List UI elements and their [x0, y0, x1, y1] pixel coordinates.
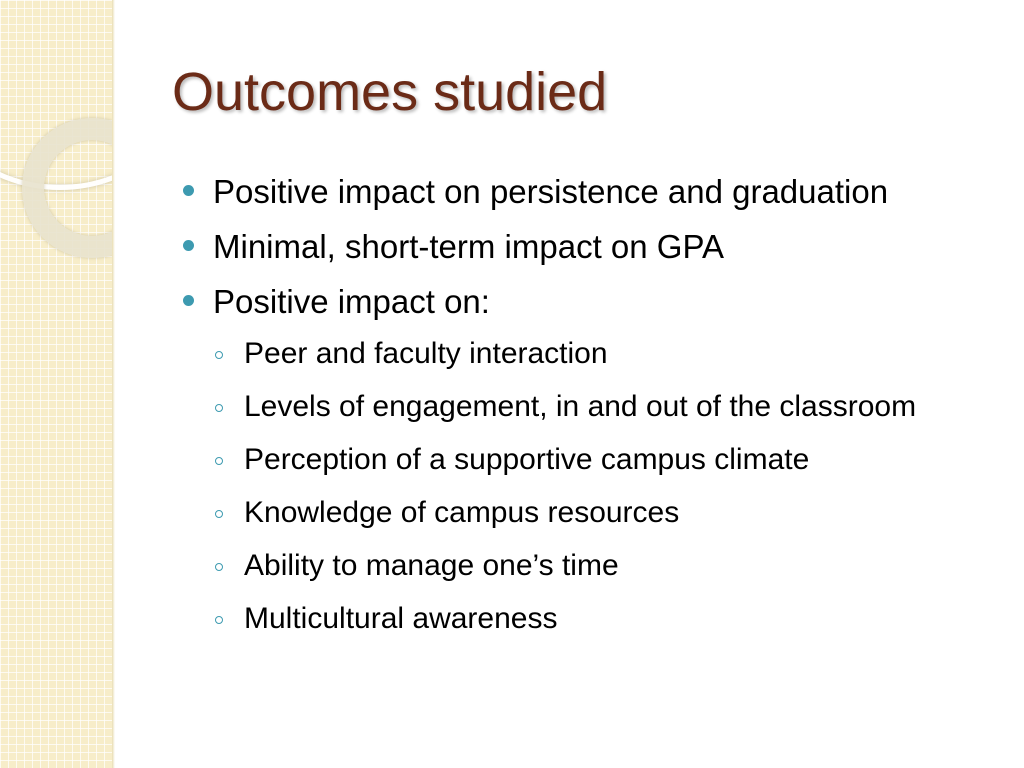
sub-bullet-item-climate	[213, 439, 983, 481]
filled-circle-bullet-icon	[183, 240, 194, 251]
filled-circle-bullet-icon	[183, 295, 194, 306]
hollow-circle-bullet-icon	[215, 616, 223, 624]
sub-bullet-item-interaction	[213, 333, 983, 375]
sidebar-edge	[112, 0, 115, 768]
slide-title: Outcomes studied	[172, 62, 608, 122]
bullet-item-persistence	[183, 168, 983, 216]
sub-bullet-text: Multicultural awareness	[244, 602, 558, 635]
sub-bullet-item-multicultural	[213, 598, 983, 640]
sub-bullet-item-engagement	[213, 386, 983, 428]
sub-bullet-text: Knowledge of campus resources	[244, 496, 680, 529]
hollow-circle-bullet-icon	[215, 351, 223, 359]
bullet-list	[183, 168, 983, 651]
sub-bullet-text: Levels of engagement, in and out of the classroom	[244, 390, 917, 423]
bullet-text: Positive impact on persistence and graduation	[213, 173, 889, 210]
sub-bullet-item-time	[213, 545, 983, 587]
sub-bullet-text: Perception of a supportive campus climate	[244, 443, 810, 476]
sub-bullet-text: Peer and faculty interaction	[244, 337, 608, 370]
decorative-sidebar	[0, 0, 112, 768]
bullet-item-gpa	[183, 223, 983, 271]
sub-bullet-list	[213, 333, 983, 640]
sub-bullet-item-resources	[213, 492, 983, 534]
bullet-text: Positive impact on:	[213, 283, 490, 320]
bullet-item-positive-impact	[183, 278, 983, 326]
hollow-circle-bullet-icon	[215, 563, 223, 571]
hollow-circle-bullet-icon	[215, 510, 223, 518]
hollow-circle-bullet-icon	[215, 404, 223, 412]
bullet-text: Minimal, short-term impact on GPA	[213, 228, 725, 265]
sub-bullet-text: Ability to manage one’s time	[244, 549, 619, 582]
hollow-circle-bullet-icon	[215, 457, 223, 465]
filled-circle-bullet-icon	[183, 185, 194, 196]
